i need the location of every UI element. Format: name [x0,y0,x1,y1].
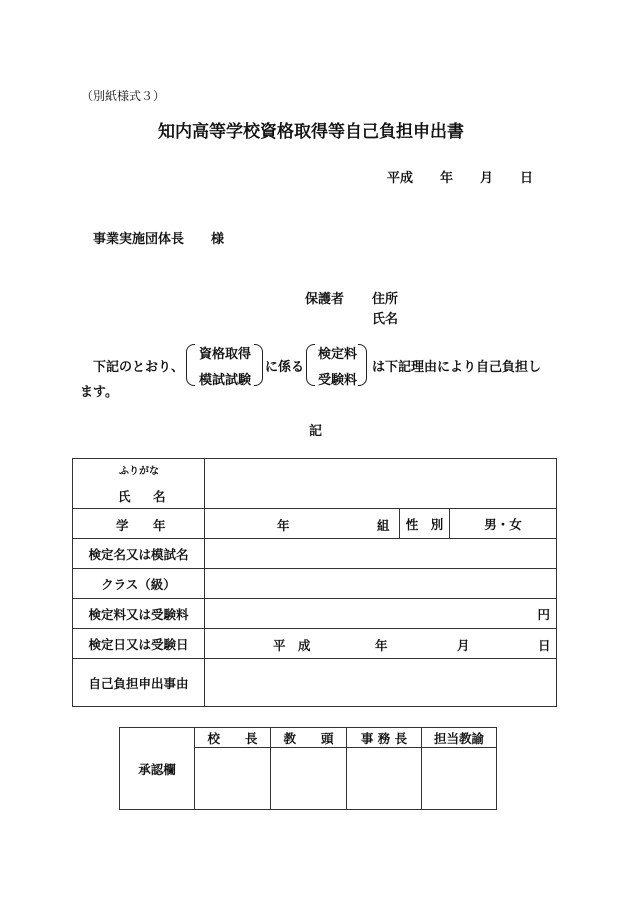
application-table [72,458,557,707]
date-year: 年 [440,171,454,186]
student-name-field[interactable] [205,459,557,509]
addressee-honorific: 様 [211,232,225,247]
class-level-label: クラス（級） [73,569,205,599]
guardian-label: 保護者 [305,292,345,307]
grade-header-cell [73,509,205,539]
form-id: （別紙様式３） [81,89,166,103]
fee-unit: 円 [537,606,550,622]
date-day: 日 [520,171,534,186]
date-month: 月 [480,171,494,186]
name-label-a: 氏 [118,489,131,504]
exam-date-label: 検定日又は受験日 [73,629,205,659]
brace-right-1 [254,344,263,386]
option1-b: 模試試験 [199,373,252,388]
brace-left-2 [306,344,315,386]
fee-field[interactable] [205,599,557,629]
approval-stamp-teacher[interactable] [422,748,497,810]
exam-date-field[interactable] [205,629,557,659]
approval-col-teacher: 担当教諭 [422,728,497,748]
body-lead: 下記のとおり、 [93,360,185,375]
brace-left-1 [186,344,195,386]
approval-stamp-principal[interactable] [195,748,271,810]
reason-field[interactable] [205,659,557,707]
body-connector: に係る [265,360,305,375]
body-wrap: ます。 [80,385,118,400]
address-label: 住所 [372,292,399,307]
addressee-name: 事業実施団体長 [93,232,185,247]
approval-stamp-office-manager[interactable] [347,748,422,810]
option1-a: 資格取得 [199,347,252,362]
approval-stamp-vice-principal[interactable] [271,748,347,810]
fee-label: 検定料又は受験料 [73,599,205,629]
option2-a: 検定料 [318,347,358,362]
exam-date-day: 日 [538,638,551,653]
approval-col-office-manager: 事 務 長 [347,728,422,748]
approval-col-principal: 校 長 [195,728,271,748]
date-era: 平成 [387,171,414,186]
approval-col-vice-principal: 教 頭 [271,728,347,748]
sex-label: 性 別 [400,509,450,539]
name-label-b: 名 [153,489,166,504]
sex-field[interactable]: 男・女 [450,509,557,539]
exam-name-label: 検定名又は模試名 [73,539,205,569]
approval-table [119,727,497,810]
exam-date-month: 月 [457,638,470,653]
name-label: 氏名 [372,312,399,327]
approval-label: 承認欄 [120,728,195,810]
exam-name-field[interactable] [205,539,557,569]
brace-right-2 [358,344,367,386]
grade-label-a: 学 [116,518,129,533]
page-title: 知内高等学校資格取得等自己負担申出書 [158,122,464,142]
exam-date-year: 年 [375,638,388,653]
ki-marker: 記 [309,424,323,439]
grade-field[interactable] [205,509,400,539]
grade-year-unit: 年 [277,518,290,533]
name-header-cell [73,459,205,509]
grade-label-b: 年 [153,518,166,533]
option2-b: 受験料 [318,373,358,388]
grade-class-unit: 組 [377,518,390,533]
body-tail: は下記理由により自己負担し [372,360,542,375]
class-level-field[interactable] [205,569,557,599]
reason-label: 自己負担申出事由 [73,659,205,707]
exam-date-era: 平 成 [273,638,311,653]
furigana-label: ふりがな [119,466,159,477]
